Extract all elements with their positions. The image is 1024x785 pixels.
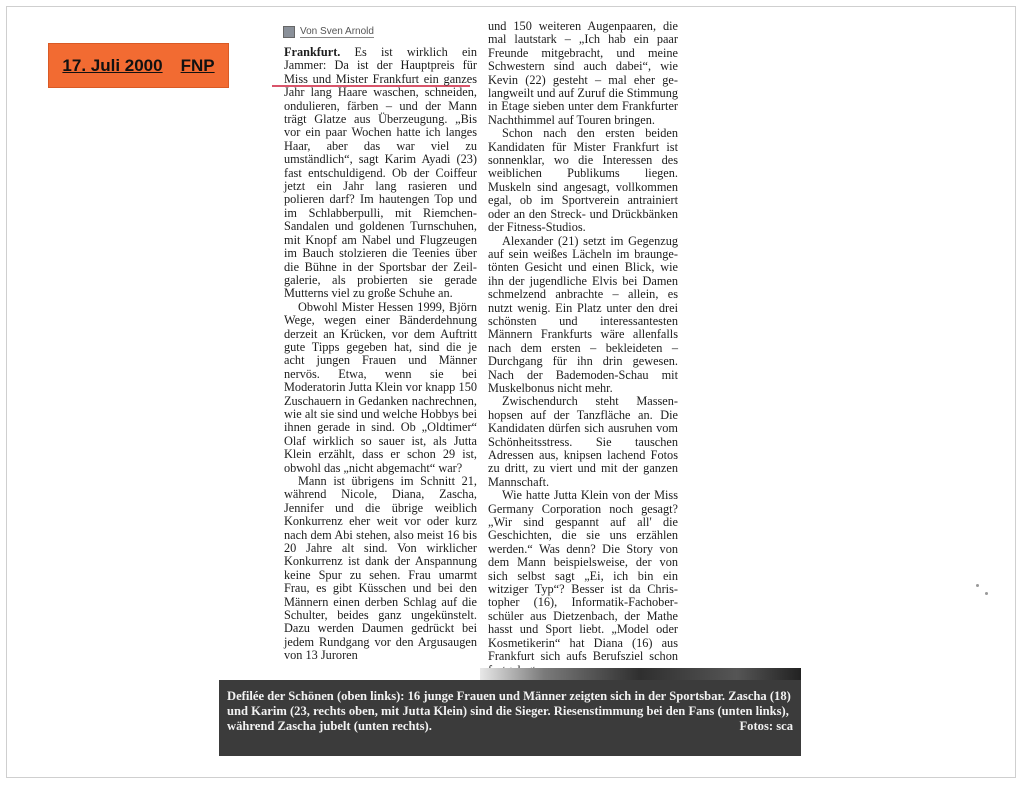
article-column-2	[488, 20, 678, 677]
article-lead: Frankfurt.	[284, 45, 341, 59]
publication-source: FNP	[180, 55, 215, 75]
photo-credit: Fotos: sca	[739, 719, 793, 733]
date-source-tag	[48, 43, 229, 88]
article-paragraph: Alexander (21) setzt im Gegenzug auf sein weißes Lächeln im braungetönten Gesicht und einen Blick, wie ihn der jugendliche Elvis bei Damen schmelzend anbrachte – allein, es nutzt wenig. Ein Platz unter den drei schönsten und interessantesten Männern Frankfurts wäre allenfalls nach dem ersten – bekleideten – Durchgang für ihn drin gewesen. Nach der Bademoden-Schau mit Muskelbonus nicht mehr.	[488, 233, 678, 395]
caption-text: Defilée der Schönen (oben links): 16 junge Frauen und Männer zeigten sich in der Sportsbar. Zascha (18) und Karim (23, rechts oben, mit Jutta Klein) sind die Sieger. Riesenstimmung bei den Fans (unten links), während Zascha jubelt (unten rechts).	[227, 689, 791, 733]
article-paragraph: Wie hatte Jutta Klein von der Miss Germany Corporation noch gesagt? „Wir sind gespannt auf all' die Geschichten, die sie uns erzählen werden.“ Was denn? Die Story von dem Mann beispielsweise, der von sich selbst sagt „Ei, ich bin ein witziger Typ“? Besser ist da Christopher (16), Informatik-Fachoberschüler aus Dietzenbach, der Mathe hasst und Sport liebt. „Model oder Kosmetikerin“ hat Diana (16) aus Frankfurt sich aufs Berufsziel schon	[488, 488, 678, 664]
scan-speck	[976, 584, 979, 587]
article-paragraph: Mann ist übrigens im Schnitt 21, während Nicole, Diana, Zascha, Jennifer und die übrige weiblich Konkurrenz eher weit vor oder kurz nach dem Abi stehen, also meist 16 bis 20 Jahre alt sind. Von wirklicher Konkurrenz ist dank der Anspannung keine Spur zu sehen. Frau umarmt Frau, es gibt Küsschen und bei den Männern einen derben Schlag auf die Schulter, beides ganz ungekünstelt. Dazu werden Daumen gedrückt bei jedem Rundgang vor den Argusaugen von 13 Juroren	[284, 474, 477, 663]
article-paragraph: Frankfurt. Es ist wirklich ein Jammer: Da ist der Hauptpreis für Miss und Mister Frankfurt ein ganzes Jahr lang Haare waschen, schneiden, ondulieren, färben – und der Mann trägt Glatze aus Überzeugung. „Bis vor ein paar Wochen hatte ich langes Haar, aber das war viel zu umständlich“, sagt Karim Ayadi (23) fast entschuldigend. Ob der Coiffeur jetzt ein Jahr lang rasieren und polieren darf? Im hautengen Top und im Schlabberpulli, mit Riemchen-Sandalen und goldenen Turnschuhen, mit Knopf am Nabel und Flugzeugen im Bauch stolzieren die Teenies über die Bühne in der Sportsbar der Zeilgalerie, als probierten sie gerade Mutterns viel zu große Schuhe an.	[284, 45, 477, 301]
byline	[283, 25, 374, 39]
byline-author: Von Sven Arnold	[300, 26, 374, 37]
publication-date: 17. Juli 2000	[62, 55, 163, 75]
scan-speck	[985, 592, 988, 595]
photo-caption	[219, 680, 801, 756]
article-column-1	[284, 46, 477, 663]
article-paragraph: und 150 weiteren Augenpaaren, die mal lautstark – „Ich hab ein paar Freunde mitgebracht, und meine Schwestern sind auch dabei“, wie Kevin (22) gesteht – mal eher gelangweilt und auf Zuruf die Stimmung in Etage sieben unter dem Frankfurter Nachthimmel auf Touren bringen.	[488, 19, 678, 127]
article-paragraph: Schon nach den ersten beiden Kandidaten für Mister Frankfurt ist sonnenklar, wo die Interessen des weiblichen Publikums liegen. Muskeln sind angesagt, vollkommen egal, ob im Sportverein antrainiert oder an den Streck- und Drückbänken der Fitness-Studios.	[488, 126, 678, 235]
article-paragraph: Zwischendurch steht Massenhopsen auf der Tanzfläche an. Die Kandidaten dürfen sich ausruhen vom Schönheitsstress. Sie tauschen Adressen aus, knipsen lachend Fotos zu dritt, zu viert und mit der ganzen Mannschaft.	[488, 394, 678, 489]
byline-square-icon	[283, 26, 295, 38]
article-paragraph: Obwohl Mister Hessen 1999, Björn Wege, wegen einer Bänderdehnung derzeit an Krücken, vor dem Auftritt gute Tipps gegeben hat, sind die je acht jungen Frauen und Männer nervös. Etwa, wenn sie bei Moderatorin Jutta Klein vor knapp 150 Zuschauern in Gedanken nachrechnen, wie alt sie sind und welche Hobbys bei ihnen gerade in sind. Ob „Oldtimer“ Olaf wirklich so sauer ist, als Jutta Klein erzählt, dass er schon 29 ist, obwohl das „nicht abgemacht“ war?	[284, 299, 477, 475]
